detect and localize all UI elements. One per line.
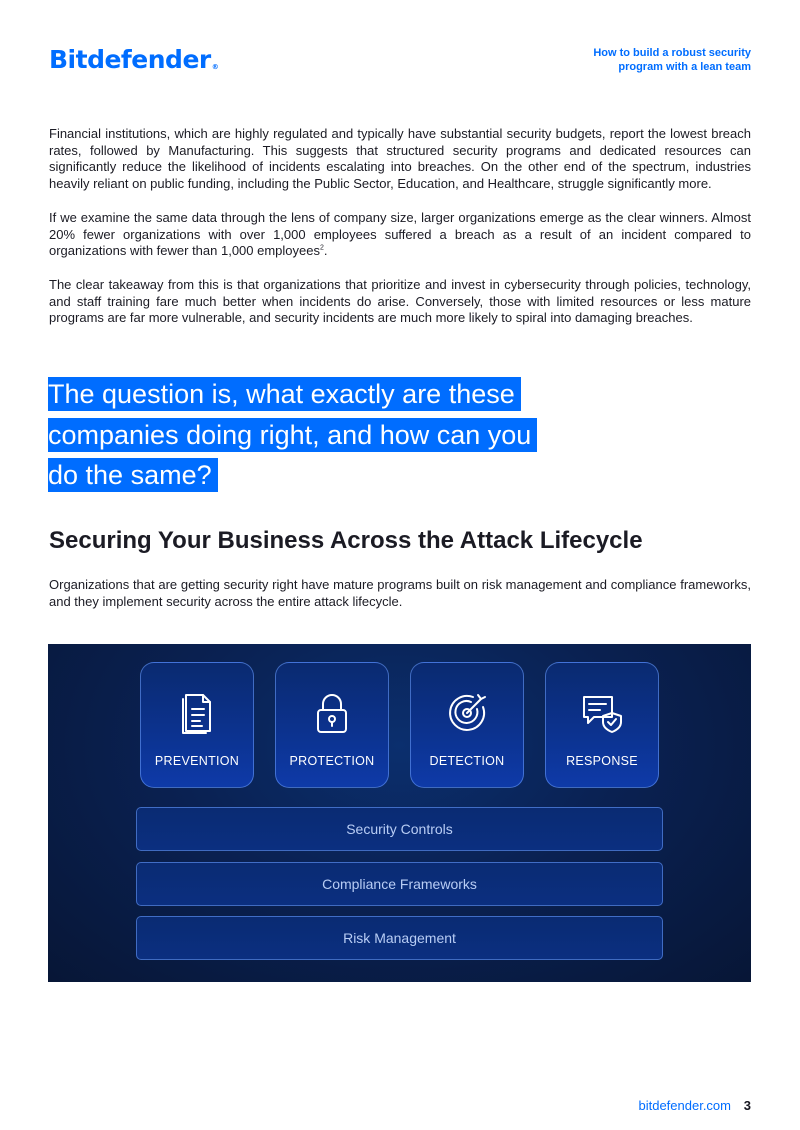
document-title-line-1: How to build a robust security [593,47,751,59]
pull-quote-text: The question is, what exactly are these companies doing right, and how can you do the same? [48,377,537,492]
bitdefender-logo[interactable] [49,45,218,74]
phase-card-detection [410,662,524,788]
paragraph-takeaway: The clear takeaway from this is that organizations that prioritize and invest in cybersecurity through policies, technology, and staff training fare much better when incidents do arise. Conversely, those with limited resources or less mature programs are far more vulnerable, and security incidents are much more likely to spiral into damaging breaches. [49,277,751,326]
paragraph-company-size [49,210,751,260]
document-title [551,46,751,74]
phase-label-protection: PROTECTION [289,754,375,768]
phase-label-prevention: PREVENTION [154,754,240,768]
registered-mark: ® [211,63,219,71]
padlock-icon [308,689,356,737]
paragraph-attack-lifecycle: Organizations that are getting security right have mature programs built on risk management and compliance frameworks, and they implement security across the entire attack lifecycle. [49,577,751,609]
phase-card-prevention [140,662,254,788]
phase-label-detection: DETECTION [429,754,505,768]
layer-risk-management: Risk Management [136,916,663,960]
section-heading: Securing Your Business Across the Attack Lifecycle [49,527,643,554]
paragraph-company-size-text: If we examine the same data through the lens of company size, larger organizations emerge as the clear winners. Almost 20% fewer organizations with over 1,000 employees suffered a breach as a result of an incident compared to organizations with fewer than 1,000 employees [49,210,751,259]
page-number: 3 [743,1098,751,1113]
layer-security-controls: Security Controls [136,807,663,851]
document-title-line-2: program with a lean team [618,61,751,73]
radar-icon [443,689,491,737]
chat-shield-icon [578,689,626,737]
paragraph-industry-breach-rates: Financial institutions, which are highly regulated and typically have substantial security budgets, report the lowest breach rates, followed by Manufacturing. This suggests that structured security programs and dedicated resources can significantly reduce the likelihood of incidents escalating into breaches. On the other end of the spectrum, industries heavily reliant on public funding, including the Public Sector, Education, and Healthcare, struggle significantly more. [49,126,751,192]
phase-card-protection [275,662,389,788]
phase-label-response: RESPONSE [566,754,638,768]
paragraph-company-size-end: . [323,243,328,259]
phase-card-response [545,662,659,788]
attack-lifecycle-diagram [48,644,751,982]
document-list-icon [173,689,221,737]
logo-text: Bitdefender [49,45,211,74]
footnote-ref[interactable]: 2 [320,245,324,253]
footer-website-link[interactable]: bitdefender.com [638,1098,731,1113]
layer-compliance-frameworks: Compliance Frameworks [136,862,663,906]
pull-quote [48,374,568,496]
